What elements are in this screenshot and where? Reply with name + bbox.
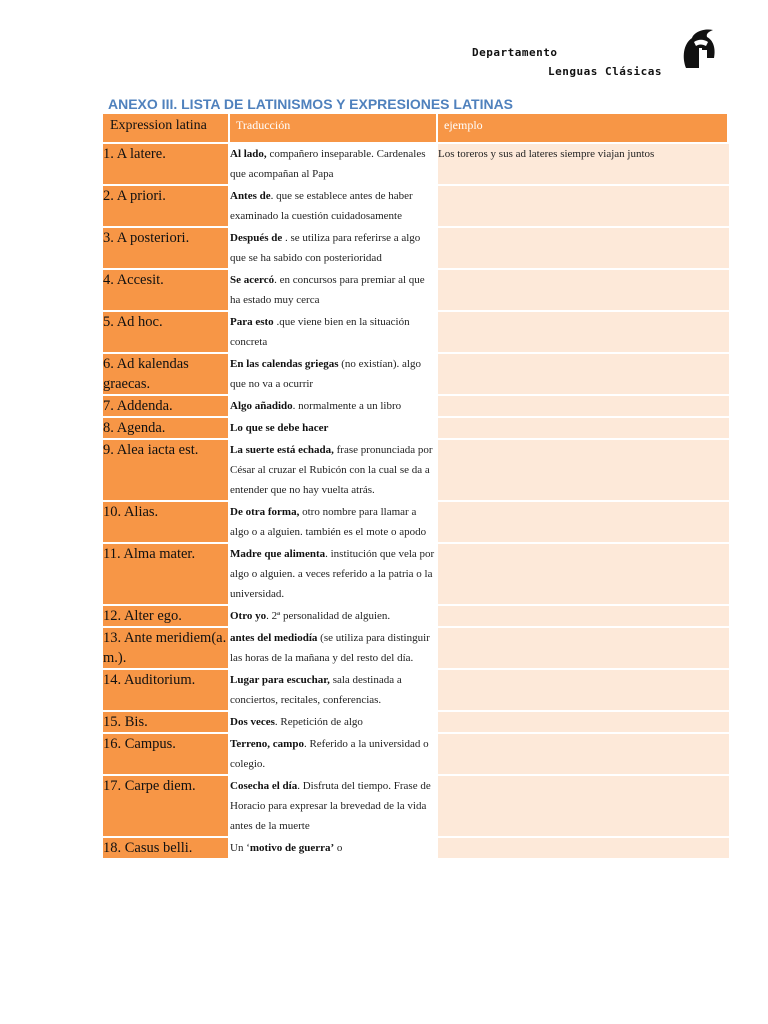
example-cell: [438, 776, 729, 838]
table-row: [103, 396, 729, 418]
translation-literal: Madre que alimenta: [230, 548, 326, 560]
latin-expression: 5. Ad hoc.: [103, 312, 230, 354]
latin-expression: 11. Alma mater.: [103, 544, 230, 606]
department-line-2: Lenguas Clásicas: [548, 65, 662, 78]
translation-explanation: . en concursos para premiar al que ha estado muy cerca: [230, 274, 425, 306]
latin-expression: 14. Auditorium.: [103, 670, 230, 712]
latin-expression: 2. A priori.: [103, 186, 230, 228]
table-row: [103, 502, 729, 544]
translation-literal: La suerte está echada,: [230, 444, 334, 456]
translation-cell: [230, 270, 438, 312]
table-row: [103, 228, 729, 270]
example-cell: [438, 544, 729, 606]
translation-cell: [230, 228, 438, 270]
table-row: [103, 838, 729, 858]
latin-expression: 18. Casus belli.: [103, 838, 230, 858]
page-title: ANEXO III. LISTA DE LATINISMOS Y EXPRESIONES LATINAS: [108, 96, 514, 112]
translation-explanation: . Referido a la universidad o colegio.: [230, 738, 429, 770]
example-cell: [438, 228, 729, 270]
example-cell: [438, 712, 729, 734]
translation-cell: [230, 440, 438, 502]
table-row: [103, 628, 729, 670]
translation-literal: Antes de: [230, 190, 271, 202]
example-cell: [438, 418, 729, 440]
table-header-row: [103, 114, 729, 144]
translation-explanation: . Disfruta del tiempo. Frase de Horacio para expresar la brevedad de la vida antes de la muerte: [230, 780, 431, 832]
column-header-expression: Expression latina: [103, 114, 230, 144]
translation-cell: [230, 670, 438, 712]
latin-expression: 3. A posteriori.: [103, 228, 230, 270]
translation-cell: [230, 712, 438, 734]
example-cell: Los toreros y sus ad lateres siempre viajan juntos: [438, 144, 729, 186]
translation-literal: Terreno, campo: [230, 738, 304, 750]
translation-literal: Después de: [230, 232, 283, 244]
translation-literal: Otro yo: [230, 610, 267, 622]
table-row: [103, 734, 729, 776]
table-row: [103, 186, 729, 228]
translation-explanation: o: [334, 842, 343, 854]
translation-cell: [230, 144, 438, 186]
translation-cell: [230, 838, 438, 858]
translation-cell: [230, 312, 438, 354]
latin-expression: 17. Carpe diem.: [103, 776, 230, 838]
translation-cell: [230, 354, 438, 396]
latin-expression: 16. Campus.: [103, 734, 230, 776]
example-cell: [438, 734, 729, 776]
translation-literal: Lugar para escuchar,: [230, 674, 330, 686]
latin-expression: 12. Alter ego.: [103, 606, 230, 628]
example-cell: [438, 606, 729, 628]
translation-literal: Para esto: [230, 316, 274, 328]
table-row: [103, 312, 729, 354]
translation-explanation: . 2ª personalidad de alguien.: [266, 610, 391, 622]
latinisms-table: [103, 114, 729, 858]
table-row: [103, 544, 729, 606]
translation-cell: [230, 186, 438, 228]
example-cell: [438, 440, 729, 502]
latin-expression: 13. Ante meridiem(a. m.).: [103, 628, 230, 670]
translation-cell: [230, 606, 438, 628]
table-row: [103, 144, 729, 186]
table-row: [103, 670, 729, 712]
translation-explanation: . institución que vela por algo o alguien. a veces referido a la patria o la universidad.: [230, 548, 435, 600]
translation-literal: motivo de guerra’: [249, 842, 335, 854]
spartan-helmet-icon: [680, 28, 718, 70]
example-cell: [438, 186, 729, 228]
translation-explanation: .que viene bien en la situación concreta: [230, 316, 410, 348]
translation-literal: Se acercó: [230, 274, 275, 286]
latin-expression: 6. Ad kalendas graecas.: [103, 354, 230, 396]
translation-literal: De otra forma,: [230, 506, 300, 518]
table-row: [103, 418, 729, 440]
translation-cell: [230, 418, 438, 440]
translation-explanation: . normalmente a un libro: [292, 400, 402, 412]
translation-literal: Lo que se debe hacer: [230, 422, 329, 434]
translation-literal: antes del mediodía: [230, 632, 318, 644]
translation-literal: Al lado,: [230, 148, 267, 160]
translation-explanation: (se utiliza para distinguir las horas de la mañana y del resto del día.: [230, 632, 430, 664]
translation-explanation: compañero inseparable. Cardenales que acompañan al Papa: [230, 148, 426, 180]
translation-explanation: otro nombre para llamar a algo o a alguien. también es el mote o apodo: [230, 506, 427, 538]
example-cell: [438, 628, 729, 670]
column-header-translation: Traducción: [230, 114, 438, 144]
latin-expression: 7. Addenda.: [103, 396, 230, 418]
latin-expression: 1. A latere.: [103, 144, 230, 186]
translation-explanation: . que se establece antes de haber examinado la cuestión cuidadosamente: [230, 190, 413, 222]
translation-literal: Cosecha el día: [230, 780, 298, 792]
translation-explanation: sala destinada a conciertos, recitales, conferencias.: [230, 674, 402, 706]
translation-cell: [230, 734, 438, 776]
table-row: [103, 606, 729, 628]
department-line-1: Departamento: [472, 46, 558, 59]
translation-cell: [230, 396, 438, 418]
translation-cell: [230, 776, 438, 838]
example-cell: [438, 270, 729, 312]
table-row: [103, 776, 729, 838]
example-cell: [438, 502, 729, 544]
latin-expression: 9. Alea iacta est.: [103, 440, 230, 502]
latin-expression: 15. Bis.: [103, 712, 230, 734]
translation-cell: [230, 502, 438, 544]
example-cell: [438, 838, 729, 858]
latin-expression: 4. Accesit.: [103, 270, 230, 312]
translation-explanation: . se utiliza para referirse a algo que se ha sabido con posterioridad: [230, 232, 421, 264]
translation-explanation: . Repetición de algo: [274, 716, 363, 728]
latin-expression: 10. Alias.: [103, 502, 230, 544]
translation-explanation: frase pronunciada por César al cruzar el Rubicón con la cual se da a entender que no hay vuelta atrás.: [230, 444, 433, 496]
translation-literal: Algo añadido: [230, 400, 293, 412]
department-header: [472, 46, 662, 78]
column-header-example: ejemplo: [438, 114, 729, 144]
translation-literal: Dos veces: [230, 716, 275, 728]
translation-cell: [230, 628, 438, 670]
example-cell: [438, 312, 729, 354]
latin-expression: 8. Agenda.: [103, 418, 230, 440]
table-row: [103, 354, 729, 396]
table-row: [103, 712, 729, 734]
example-cell: [438, 354, 729, 396]
example-cell: [438, 396, 729, 418]
table-row: [103, 440, 729, 502]
translation-prefix: Un ‘: [230, 842, 250, 854]
translation-explanation: (no existían). algo que no va a ocurrir: [230, 358, 421, 390]
table-row: [103, 270, 729, 312]
translation-cell: [230, 544, 438, 606]
translation-literal: En las calendas griegas: [230, 358, 339, 370]
example-cell: [438, 670, 729, 712]
